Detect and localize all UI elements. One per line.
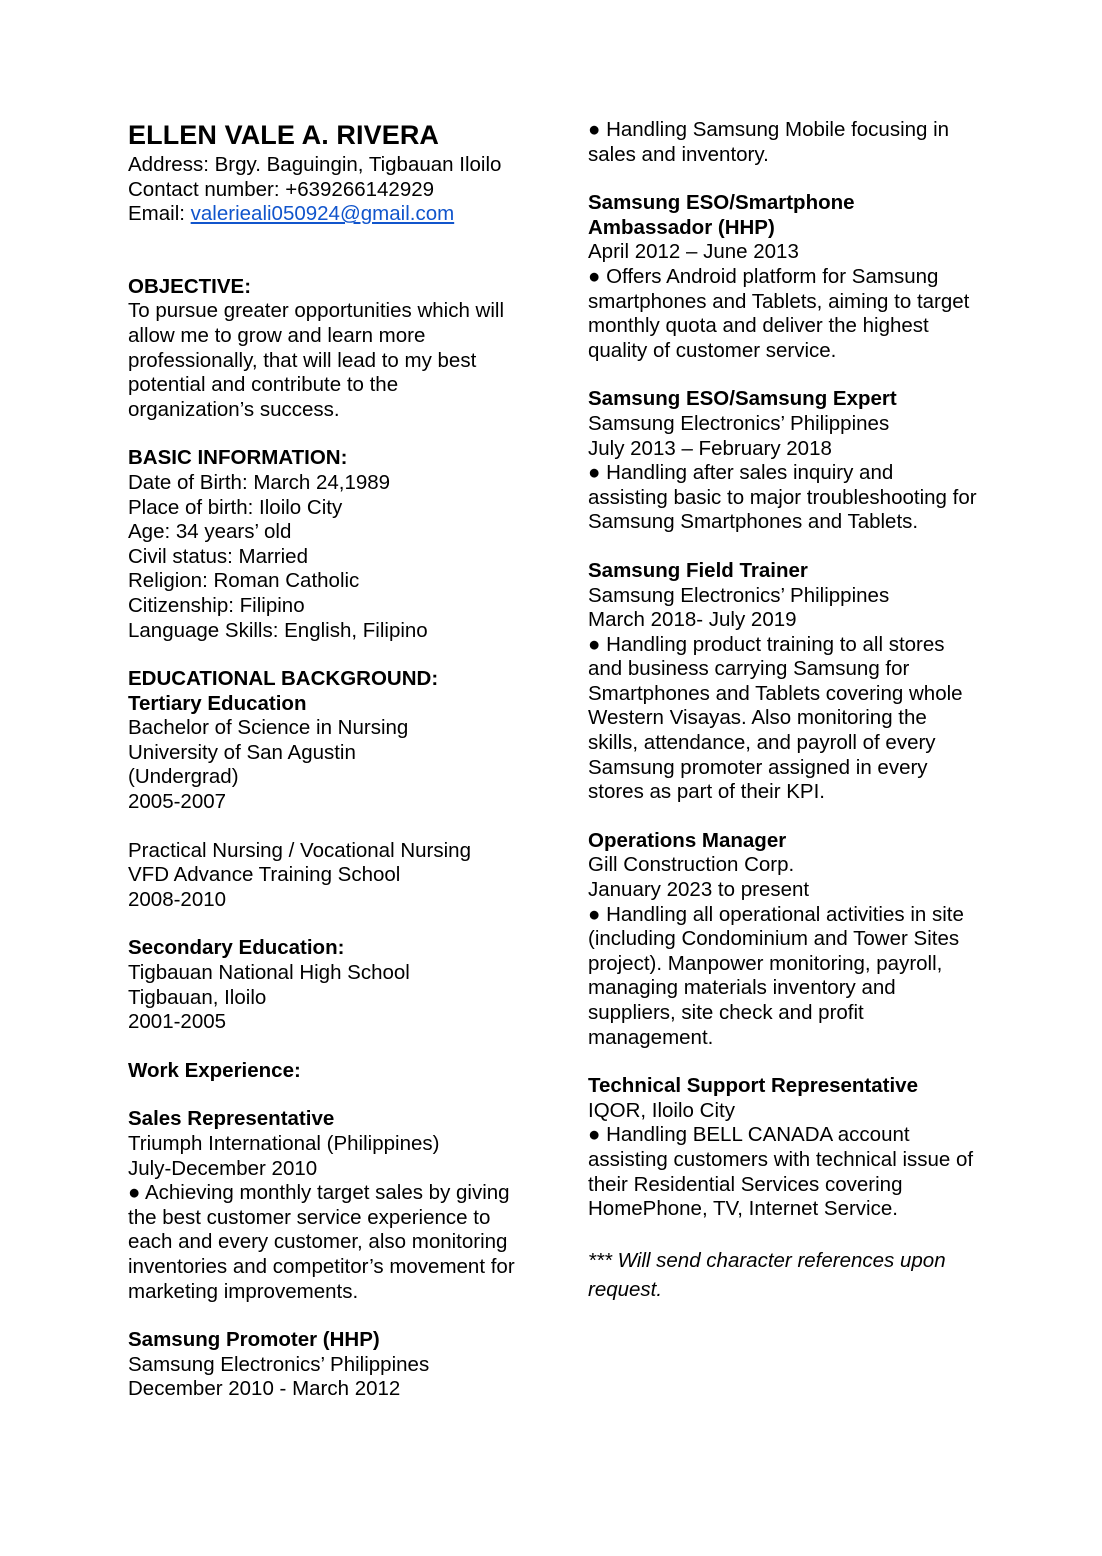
job-bullet: ● Handling after sales inquiry and assisting basic to major troubleshooting for Samsung Smartphones and Tablets. bbox=[588, 461, 977, 534]
job-entry-samsung-expert bbox=[588, 387, 978, 535]
secondary-years: 2001-2005 bbox=[128, 1010, 227, 1034]
job-dates: July 2013 – February 2018 bbox=[588, 436, 832, 460]
tertiary-status: (Undergrad) bbox=[128, 765, 239, 789]
job-dates: December 2010 - March 2012 bbox=[128, 1377, 401, 1401]
job-company: Gill Construction Corp. bbox=[588, 853, 795, 877]
job-entry-samsung-field-trainer bbox=[588, 559, 978, 805]
spacer bbox=[588, 167, 978, 191]
objective-heading: OBJECTIVE: bbox=[128, 274, 252, 298]
spacer bbox=[588, 1222, 978, 1246]
job-company: Samsung Electronics’ Philippines bbox=[588, 583, 890, 607]
spacer bbox=[588, 805, 978, 829]
vocational-program: Practical Nursing / Vocational Nursing bbox=[128, 838, 471, 862]
basic-information-heading: BASIC INFORMATION: bbox=[128, 446, 348, 470]
objective-section bbox=[128, 275, 518, 423]
spacer bbox=[128, 643, 518, 667]
spacer bbox=[588, 535, 978, 559]
education-heading: EDUCATIONAL BACKGROUND: bbox=[128, 667, 439, 691]
job-entry-operations-manager bbox=[588, 829, 978, 1050]
job-entry-samsung-eso-smartphone-ambassador bbox=[588, 191, 978, 363]
job-bullet: ● Handling all operational activities in site (including Condominium and Tower Sites project). Manpower monitoring, payroll, managing materials inventory and suppliers, site check and profit management. bbox=[588, 902, 964, 1049]
job-bullet: ● Handling BELL CANADA account assisting customers with technical issue of their Residential Services covering HomePhone, TV, Internet Service. bbox=[588, 1123, 974, 1221]
two-column-layout bbox=[128, 118, 978, 1402]
job-company: Samsung Electronics’ Philippines bbox=[128, 1352, 430, 1376]
contact-header-block bbox=[128, 118, 518, 227]
spacer bbox=[588, 363, 978, 387]
job-bullet: ● Handling product training to all stores and business carrying Samsung for Smartphones and Tablets covering whole Western Visayas. Also monitoring the skills, attendance, and payroll of every Samsung promoter assigned in every stores as part of their KPI. bbox=[588, 632, 963, 804]
secondary-education-subheading: Secondary Education: bbox=[128, 936, 345, 960]
footer-note: *** Will send character references upon request. bbox=[588, 1248, 952, 1302]
tertiary-degree: Bachelor of Science in Nursing bbox=[128, 716, 409, 740]
job-bullet: ● Achieving monthly target sales by giving the best customer service experience to each and every customer, also monitoring inventories and competitor’s movement for marketing improvements. bbox=[128, 1181, 515, 1303]
education-section bbox=[128, 667, 518, 1035]
job-company: Samsung Electronics’ Philippines bbox=[588, 411, 890, 435]
job-title: Samsung ESO/Smartphone Ambassador (HHP) bbox=[588, 191, 860, 239]
job-entry-samsung-promoter bbox=[128, 1328, 518, 1402]
job-dates: July-December 2010 bbox=[128, 1156, 318, 1180]
job-entry-technical-support-representative bbox=[588, 1074, 978, 1222]
place-of-birth: Place of birth: Iloilo City bbox=[128, 495, 343, 519]
job-title: Samsung Field Trainer bbox=[588, 558, 808, 582]
date-of-birth: Date of Birth: March 24,1989 bbox=[128, 470, 391, 494]
job-dates: April 2012 – June 2013 bbox=[588, 240, 799, 264]
vocational-school: VFD Advance Training School bbox=[128, 863, 401, 887]
secondary-school: Tigbauan National High School bbox=[128, 961, 410, 985]
email-line bbox=[128, 202, 518, 227]
work-experience-heading: Work Experience: bbox=[128, 1058, 301, 1082]
spacer bbox=[128, 912, 518, 936]
tertiary-school: University of San Agustin bbox=[128, 740, 356, 764]
job-title: Samsung Promoter (HHP) bbox=[128, 1328, 380, 1352]
vocational-years: 2008-2010 bbox=[128, 887, 227, 911]
citizenship: Citizenship: Filipino bbox=[128, 593, 305, 617]
left-column bbox=[128, 118, 526, 1402]
job-bullet-samsung-promoter-continued: ● Handling Samsung Mobile focusing in sales and inventory. bbox=[588, 118, 950, 166]
spacer bbox=[128, 815, 518, 839]
job-title: Technical Support Representative bbox=[588, 1074, 918, 1098]
age: Age: 34 years’ old bbox=[128, 520, 292, 544]
email-label: Email: bbox=[128, 202, 191, 226]
email-link[interactable]: valerieali050924@gmail.com bbox=[190, 202, 455, 226]
civil-status: Civil status: Married bbox=[128, 544, 308, 568]
spacer bbox=[588, 1050, 978, 1074]
secondary-location: Tigbauan, Iloilo bbox=[128, 985, 267, 1009]
basic-information-section bbox=[128, 446, 518, 643]
job-title: Sales Representative bbox=[128, 1107, 335, 1131]
job-company: Triumph International (Philippines) bbox=[128, 1132, 440, 1156]
job-title: Samsung ESO/Samsung Expert bbox=[588, 387, 897, 411]
spacer bbox=[128, 227, 518, 275]
job-bullet: ● Offers Android platform for Samsung smartphones and Tablets, aiming to target monthly quota and deliver the highest quality of customer service. bbox=[588, 264, 970, 362]
job-dates: March 2018- July 2019 bbox=[588, 608, 797, 632]
page-title: ELLEN VALE A. RIVERA bbox=[128, 120, 440, 150]
spacer bbox=[128, 1083, 518, 1107]
job-title: Operations Manager bbox=[588, 828, 787, 852]
objective-body: To pursue greater opportunities which will allow me to grow and learn more professionally, that will lead to my best potential and contribute to the organization’s success. bbox=[128, 299, 505, 421]
spacer bbox=[128, 1035, 518, 1059]
religion: Religion: Roman Catholic bbox=[128, 569, 360, 593]
tertiary-years: 2005-2007 bbox=[128, 790, 227, 814]
spacer bbox=[128, 422, 518, 446]
language-skills: Language Skills: English, Filipino bbox=[128, 618, 428, 642]
job-dates: January 2023 to present bbox=[588, 878, 810, 902]
spacer bbox=[128, 1304, 518, 1328]
contact-number-line: Contact number: +639266142929 bbox=[128, 177, 435, 201]
right-column bbox=[526, 118, 978, 1305]
job-company: IQOR, Iloilo City bbox=[588, 1098, 735, 1122]
address-line: Address: Brgy. Baguingin, Tigbauan Iloilo bbox=[128, 153, 502, 177]
job-entry-sales-representative bbox=[128, 1107, 518, 1304]
tertiary-education-subheading: Tertiary Education bbox=[128, 691, 307, 715]
